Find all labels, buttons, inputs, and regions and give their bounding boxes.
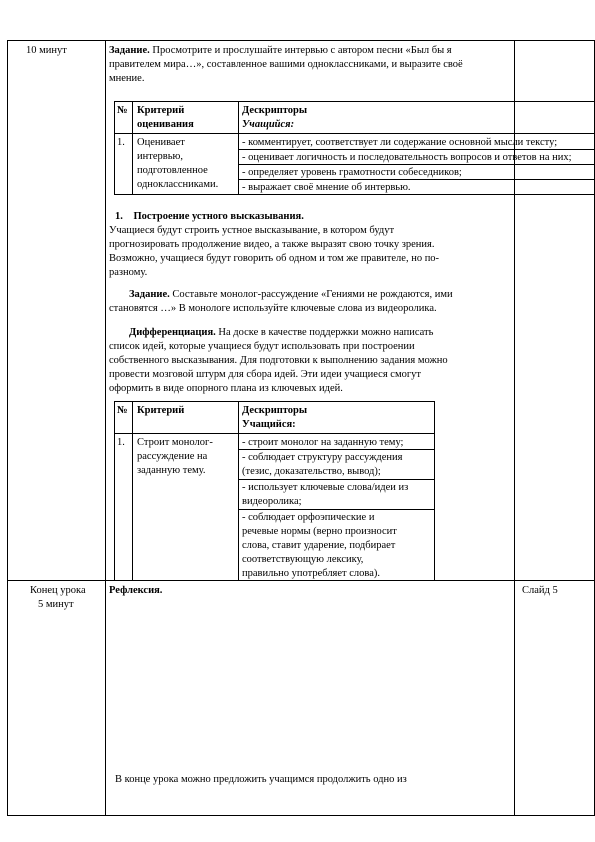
task2-line-2: становятся …» В монологе используйте ключевые слова из видеоролика. <box>109 303 437 314</box>
diff-line-5: оформить в виде опорного плана из ключевых идей. <box>109 383 343 394</box>
table2-descriptor-3-line-1: - использует ключевые слова/идеи из <box>242 482 409 493</box>
section-heading <box>109 210 304 224</box>
paragraph-1-line-4: разному. <box>109 267 148 278</box>
task2-label: Задание. <box>129 289 170 300</box>
diff-line-2: список идей, которые учащиеся будут использовать при построении <box>109 341 415 352</box>
diff-line-3: собственного высказывания. Для подготовки к выполнению задания можно <box>109 355 448 366</box>
table2-descriptor-1: - строит монолог на заданную тему; <box>242 437 404 448</box>
outer-bottom-border <box>7 815 595 816</box>
table1-descriptor-4: - выражает своё мнение об интервью. <box>242 182 411 193</box>
col-divider-1 <box>105 40 106 815</box>
outer-top-border <box>7 40 595 41</box>
paragraph-1-line-1: Учащиеся будут строить устное высказывание, в котором будут <box>109 225 395 236</box>
table1-header-descriptors: Дескрипторы <box>242 105 308 116</box>
diff-label: Дифференциация. <box>129 327 216 338</box>
reflection-bottom-text: В конце урока можно предложить учащимся продолжить одно из <box>115 774 407 785</box>
table2-criterion-line-3: заданную тему. <box>137 465 206 476</box>
section-number: 1. <box>115 211 123 222</box>
table1-header-criterion-2: оценивания <box>137 119 194 130</box>
table2-criterion-line-1: Строит монолог- <box>137 437 213 448</box>
table2-descriptor-2-line-2: (тезис, доказательство, вывод); <box>242 466 381 477</box>
table1-criterion-line-2: интервью, <box>137 151 183 162</box>
table2-row-num: 1. <box>117 437 125 448</box>
diff-line-4: провести мозговой штурм для сбора идей. Эти идеи учащиеся смогут <box>109 369 422 380</box>
diff-line-1: Дифференциация. На доске в качестве поддержки можно написать <box>129 327 434 338</box>
table2-header-student: Учащийся: <box>242 419 296 430</box>
table2-descriptor-2-line-1: - соблюдает структуру рассуждения <box>242 452 403 463</box>
reflection-title: Рефлексия. <box>109 585 163 596</box>
table1-descriptor-2: - оценивает логичность и последовательность вопросов и ответов на них; <box>242 152 572 163</box>
table2-descriptor-4-line-2: речевые нормы (верно произносит <box>242 526 397 537</box>
table2-descriptor-4-line-5: правильно употребляет слова). <box>242 568 381 579</box>
table2-descriptor-4-line-4: соответствующую лексику, <box>242 554 364 565</box>
table1-descriptor-1: - комментирует, соответствует ли содержание основной мысли тексту; <box>242 137 558 148</box>
task-line-3: мнение. <box>109 73 145 84</box>
table1-criterion-line-1: Оценивает <box>137 137 185 148</box>
table2-criterion-line-2: рассуждение на <box>137 451 208 462</box>
time-cell-row2-line-1: Конец урока <box>30 585 86 596</box>
table2-header-criterion: Критерий <box>137 405 185 416</box>
task-line-1 <box>109 44 452 58</box>
paragraph-1-line-2: прогнозировать продолжение видео, а также выразят свою точку зрения. <box>109 239 435 250</box>
table2-header-descriptors: Дескрипторы <box>242 405 308 416</box>
task-text-1: Просмотрите и прослушайте интервью с автором песни «Был бы я <box>149 45 452 56</box>
time-cell-row1: 10 минут <box>26 45 67 56</box>
table1-header-criterion: Критерий <box>137 105 185 116</box>
task-line-2: правителем мира…», составленное вашими одноклассниками, и выразите своё <box>109 59 463 70</box>
table2-descriptor-3-line-2: видеоролика; <box>242 496 302 507</box>
table2-header-num: № <box>117 405 128 416</box>
task-label: Задание. <box>109 45 150 56</box>
table1-row-num: 1. <box>117 137 125 148</box>
table2-descriptor-4-line-1: - соблюдает орфоэпические и <box>242 512 375 523</box>
table1-criterion-line-3: подготовленное <box>137 165 208 176</box>
outer-left-border <box>7 40 8 815</box>
time-cell-row2-line-2: 5 минут <box>38 599 74 610</box>
resource-cell: Слайд 5 <box>522 585 558 596</box>
section-title: Построение устного высказывания. <box>133 211 304 222</box>
table2-descriptor-4-line-3: слова, ставит ударение, подбирает <box>242 540 396 551</box>
task2-line-1: Задание. Составьте монолог-рассуждение «Гениями не рождаются, ими <box>129 289 453 300</box>
table1-criterion-line-4: одноклассниками. <box>137 179 219 190</box>
table1-descriptor-3: - определяет уровень грамотности собеседников; <box>242 167 462 178</box>
table1-header-student: Учащийся: <box>242 119 295 130</box>
paragraph-1-line-3: Возможно, учащиеся будут говорить об одном и том же правителе, но по- <box>109 253 440 264</box>
table1-header-num: № <box>117 105 128 116</box>
